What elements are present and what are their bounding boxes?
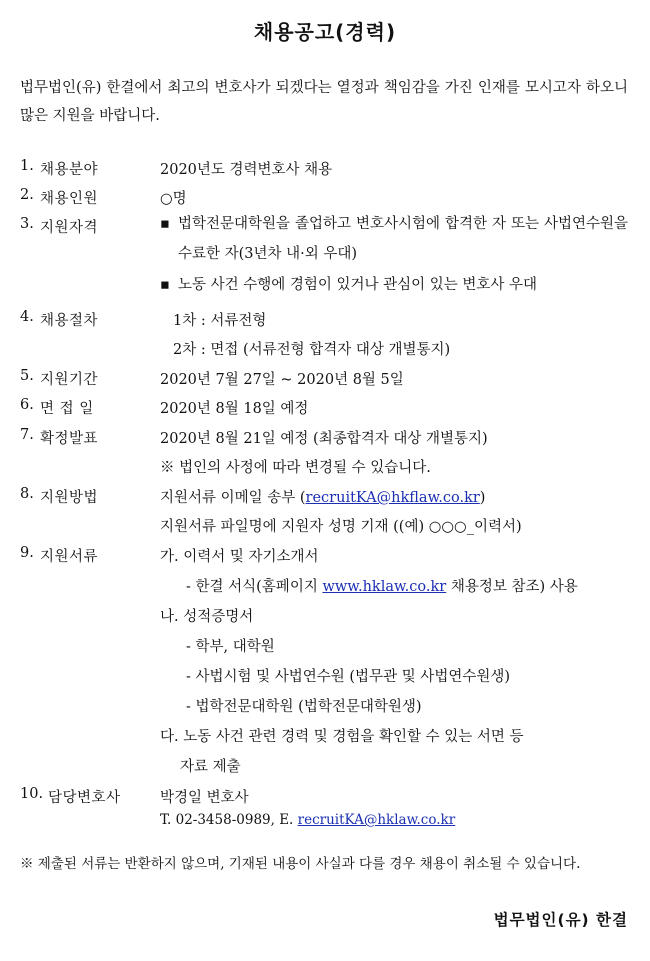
page-title: 채용공고(경력) (253, 20, 397, 44)
contact-name: 박경일 변호사 (160, 790, 249, 806)
qualification-bullet-2: 노동 사건 수행에 경험이 있거나 관심이 있는 변호사 우대 (178, 277, 538, 293)
process-step-1: 1차 : 서류전형 (173, 313, 267, 329)
item-label-documents: 지원서류 (40, 549, 99, 565)
item-number: 1. (20, 158, 34, 174)
announcement-note: ※ 법인의 사정에 따라 변경될 수 있습니다. (160, 460, 431, 476)
item-label-period: 지원기간 (40, 372, 99, 388)
item-value-period: 2020년 7월 27일 ~ 2020년 8월 5일 (160, 372, 404, 388)
item-number: 9. (20, 545, 34, 561)
documents-c-1: 다. 노동 사건 관련 경력 및 경험을 확인할 수 있는 서면 등 (160, 729, 524, 745)
contact-email-link[interactable]: recruitKA@hklaw.co.kr (297, 812, 456, 828)
item-value-interview: 2020년 8월 18일 예정 (160, 401, 309, 417)
contact-info: T. 02-3458-0989, E. recruitKA@hklaw.co.kr (160, 812, 456, 828)
item-label-field: 채용분야 (40, 162, 99, 178)
item-value-headcount: ○명 (160, 191, 187, 207)
item-number: 4. (20, 309, 34, 325)
email-link[interactable]: recruitKA@hkflaw.co.kr (305, 490, 480, 506)
website-link[interactable]: www.hklaw.co.kr (322, 579, 447, 595)
documents-b-2: - 사법시험 및 사법연수원 (법무관 및 사법연수원생) (186, 669, 511, 685)
item-number: 3. (20, 216, 34, 232)
method-line-2: 지원서류 파일명에 지원자 성명 기재 ((예) ○○○_이력서) (160, 519, 522, 535)
bullet-icon: ▪ (160, 216, 170, 232)
item-number: 7. (20, 427, 34, 443)
item-number: 6. (20, 397, 34, 413)
bullet-icon: ▪ (160, 277, 170, 293)
item-label-method: 지원방법 (40, 490, 99, 506)
item-number: 5. (20, 368, 34, 384)
method-line-1: 지원서류 이메일 송부 (recruitKA@hkflaw.co.kr) (160, 490, 486, 506)
item-value-announcement: 2020년 8월 21일 예정 (최종합격자 대상 개별통지) (160, 431, 488, 447)
item-value-field: 2020년도 경력변호사 채용 (160, 162, 333, 178)
item-label-qualification: 지원자격 (40, 220, 99, 236)
documents-a: 가. 이력서 및 자기소개서 (160, 549, 319, 565)
signature: 법무법인(유) 한결 (493, 911, 628, 929)
item-number: 2. (20, 187, 34, 203)
item-number: 8. (20, 486, 34, 502)
footnote: ※ 제출된 서류는 반환하지 않으며, 기재된 내용이 사실과 다를 경우 채용이 취소될 수 있습니다. (20, 856, 581, 872)
documents-c-2: 자료 제출 (180, 759, 241, 775)
item-label-headcount: 채용인원 (40, 191, 99, 207)
documents-b-1: - 학부, 대학원 (186, 639, 275, 655)
item-label-contact: 담당변호사 (48, 790, 121, 806)
process-step-2: 2차 : 면접 (서류전형 합격자 대상 개별통지) (173, 342, 451, 358)
qualification-bullet-1: 법학전문대학원을 졸업하고 변호사시험에 합격한 자 또는 사법연수원을 수료한 자(3년차 내·외 우대) (178, 216, 628, 262)
documents-a-1: - 한결 서식(홈페이지 www.hklaw.co.kr 채용정보 참조) 사용 (186, 579, 578, 595)
item-label-interview: 면 접 일 (40, 401, 94, 417)
item-label-announcement: 확정발표 (40, 431, 99, 447)
documents-b-3: - 법학전문대학원 (법학전문대학원생) (186, 699, 422, 715)
intro-paragraph: 법무법인(유) 한결에서 최고의 변호사가 되겠다는 열정과 책임감을 가진 인재를 모시고자 하오니 많은 지원을 바랍니다. (20, 80, 628, 124)
documents-b: 나. 성적증명서 (160, 609, 254, 625)
item-number: 10. (20, 786, 44, 802)
item-label-process: 채용절차 (40, 313, 99, 329)
